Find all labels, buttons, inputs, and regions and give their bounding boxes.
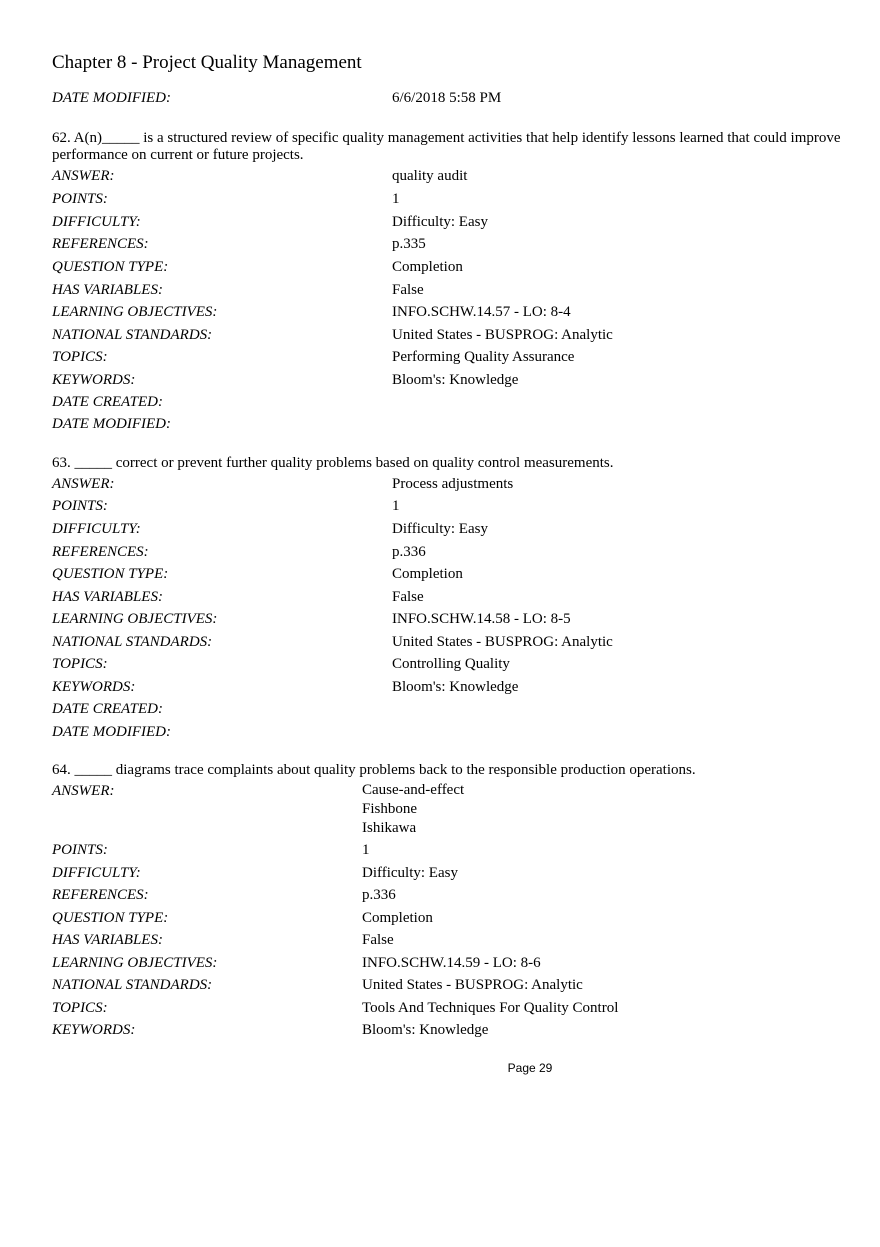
- q64-answer-list: [362, 781, 464, 838]
- q62-has-variables-value: False: [392, 282, 424, 298]
- q63-question-type-value: Completion: [392, 566, 463, 582]
- q63-question-type-label: QUESTION TYPE:: [52, 566, 169, 582]
- chapter-title: Chapter 8 - Project Quality Management: [52, 52, 362, 73]
- q62-has-variables-label: HAS VARIABLES:: [52, 282, 163, 298]
- q62-difficulty-value: Difficulty: Easy: [392, 214, 488, 230]
- q62-difficulty-label: DIFFICULTY:: [52, 214, 141, 230]
- q62-keywords-label: KEYWORDS:: [52, 372, 136, 388]
- q62-question-type-value: Completion: [392, 259, 463, 275]
- q62-date-modified-label: DATE MODIFIED:: [52, 416, 171, 432]
- q63-date-modified-label: DATE MODIFIED:: [52, 724, 171, 740]
- q62-national-standards-label: NATIONAL STANDARDS:: [52, 327, 213, 343]
- q64-difficulty-value: Difficulty: Easy: [362, 865, 458, 881]
- q62-question-type-label: QUESTION TYPE:: [52, 259, 169, 275]
- q64-references-label: REFERENCES:: [52, 887, 149, 903]
- q63-national-standards-value: United States - BUSPROG: Analytic: [392, 634, 613, 650]
- q63-date-created-label: DATE CREATED:: [52, 701, 163, 717]
- q64-learning-objectives-value: INFO.SCHW.14.59 - LO: 8-6: [362, 955, 541, 971]
- q62-topics-label: TOPICS:: [52, 349, 108, 365]
- q63-national-standards-label: NATIONAL STANDARDS:: [52, 634, 213, 650]
- question-64-text: 64. _____ diagrams trace complaints about quality problems back to the responsible production operations.: [52, 762, 696, 778]
- q64-question-type-value: Completion: [362, 910, 433, 926]
- question-62-text: 62. A(n)_____ is a structured review of specific quality management activities that help identify lessons learned that could improve performance on current or future projects.: [52, 130, 841, 163]
- q64-has-variables-label: HAS VARIABLES:: [52, 932, 163, 948]
- q64-answer-value: Cause-and-effect: [362, 782, 465, 798]
- header-date-modified-label: DATE MODIFIED:: [52, 90, 171, 106]
- q63-keywords-value: Bloom's: Knowledge: [392, 679, 519, 695]
- q63-has-variables-label: HAS VARIABLES:: [52, 589, 163, 605]
- q62-date-created-label: DATE CREATED:: [52, 394, 163, 410]
- q64-points-label: POINTS:: [52, 842, 108, 858]
- q63-points-label: POINTS:: [52, 498, 108, 514]
- q62-topics-value: Performing Quality Assurance: [392, 349, 575, 365]
- q63-answer-label: ANSWER:: [52, 476, 115, 492]
- q64-answer-label: ANSWER:: [52, 783, 115, 799]
- q64-national-standards-value: United States - BUSPROG: Analytic: [362, 977, 583, 993]
- q62-learning-objectives-value: INFO.SCHW.14.57 - LO: 8-4: [392, 304, 571, 320]
- q63-topics-label: TOPICS:: [52, 656, 108, 672]
- q64-points-value: 1: [362, 842, 370, 858]
- q62-points-label: POINTS:: [52, 191, 108, 207]
- q62-learning-objectives-label: LEARNING OBJECTIVES:: [52, 304, 218, 320]
- q62-keywords-value: Bloom's: Knowledge: [392, 372, 519, 388]
- q64-difficulty-label: DIFFICULTY:: [52, 865, 141, 881]
- q62-answer-value: quality audit: [392, 168, 468, 184]
- q64-has-variables-value: False: [362, 932, 394, 948]
- q64-references-value: p.336: [362, 887, 396, 903]
- q63-points-value: 1: [392, 498, 400, 514]
- q62-national-standards-value: United States - BUSPROG: Analytic: [392, 327, 613, 343]
- q63-keywords-label: KEYWORDS:: [52, 679, 136, 695]
- q62-references-value: p.335: [392, 236, 426, 252]
- question-63-text: 63. _____ correct or prevent further quality problems based on quality control measurements.: [52, 455, 614, 471]
- q64-topics-label: TOPICS:: [52, 1000, 108, 1016]
- q64-question-type-label: QUESTION TYPE:: [52, 910, 169, 926]
- q63-learning-objectives-label: LEARNING OBJECTIVES:: [52, 611, 218, 627]
- q63-has-variables-value: False: [392, 589, 424, 605]
- q64-keywords-label: KEYWORDS:: [52, 1022, 136, 1038]
- q63-learning-objectives-value: INFO.SCHW.14.58 - LO: 8-5: [392, 611, 571, 627]
- q62-references-label: REFERENCES:: [52, 236, 149, 252]
- q64-learning-objectives-label: LEARNING OBJECTIVES:: [52, 955, 218, 971]
- page-number: Page 29: [507, 1061, 553, 1075]
- q63-difficulty-label: DIFFICULTY:: [52, 521, 141, 537]
- q64-national-standards-label: NATIONAL STANDARDS:: [52, 977, 213, 993]
- q63-answer-value: Process adjustments: [392, 476, 514, 492]
- q62-points-value: 1: [392, 191, 400, 207]
- q64-keywords-value: Bloom's: Knowledge: [362, 1022, 489, 1038]
- q64-answer-value: Fishbone: [362, 801, 418, 817]
- q64-answer-value: Ishikawa: [362, 820, 417, 836]
- q63-difficulty-value: Difficulty: Easy: [392, 521, 488, 537]
- header-date-modified-value: 6/6/2018 5:58 PM: [392, 90, 502, 106]
- q63-topics-value: Controlling Quality: [392, 656, 510, 672]
- q63-references-value: p.336: [392, 544, 426, 560]
- q63-references-label: REFERENCES:: [52, 544, 149, 560]
- q62-answer-label: ANSWER:: [52, 168, 115, 184]
- q64-topics-value: Tools And Techniques For Quality Control: [362, 1000, 619, 1016]
